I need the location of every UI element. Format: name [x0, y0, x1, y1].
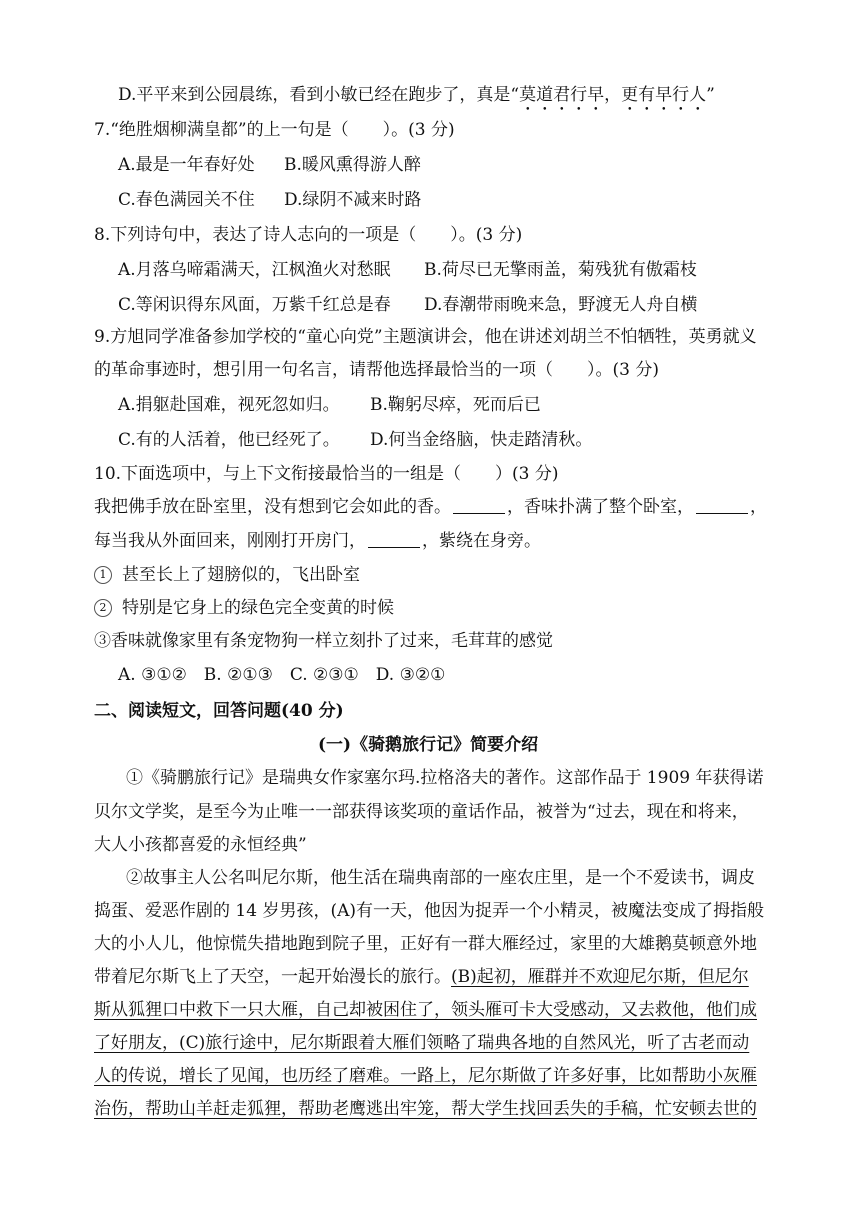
q7-option-a: A.最是一年春好处	[118, 155, 255, 175]
passage-p1-line-1: ①《骑鹏旅行记》是瑞典女作家塞尔玛.拉格洛夫的著作。这部作品于 1909 年获得诺	[126, 768, 764, 788]
passage-p2-line-8: 治伤，帮助山羊赶走狐狸，帮助老鹰逃出牢笼，帮大学生找回丢失的手稿，忙安顿去世的	[94, 1099, 757, 1119]
q8-stem: 8.下列诗句中，表达了诗人志向的一项是（ ）。(3 分)	[94, 225, 523, 245]
q9-stem-line-2: 的革命事迹时，想引用一句名言，请帮他选择最恰当的一项（ ）。(3 分)	[94, 360, 659, 380]
q10-passage-text: 每当我从外面回来，刚刚打开房门，	[94, 531, 366, 551]
fill-blank-2[interactable]	[696, 497, 748, 514]
circled-number-1: 1	[94, 566, 112, 584]
q10-passage-text: ，紫绕在身旁。	[422, 531, 541, 551]
q10-stem: 10.下面选项中，与上下文衔接最恰当的一组是（ ）(3 分)	[94, 464, 559, 484]
q7-option-c: C.春色满园关不住	[118, 190, 255, 210]
passage-title: (一)《骑鹅旅行记》简要介绍	[318, 735, 539, 755]
passage-p1-line-3: 大人小孩都喜爱的永恒经典”	[94, 835, 307, 855]
q9-option-b: B.鞠躬尽瘁，死而后已	[370, 395, 541, 415]
q6-option-d-text: D.平平来到公园晨练，看到小敏已经在跑步了，真是“	[118, 85, 520, 105]
q7-stem: 7.“绝胜烟柳满皇都”的上一句是（ ）。(3 分)	[94, 120, 455, 140]
q10-passage-text: 我把佛手放在卧室里，没有想到它会如此的香。	[94, 497, 451, 517]
q6-emphasized-proverb: 莫道君行早，更有早行人	[519, 85, 707, 105]
q8-option-a: A.月落乌啼霜满天，江枫渔火对愁眠	[118, 260, 391, 280]
passage-p1-line-2: 贝尔文学奖，是至今为止唯一一部获得该奖项的童话作品，被誉为“过去，现在和将来，	[94, 802, 749, 822]
underlined-passage-text: (B)起初，雁群并不欢迎尼尔斯，但尼尔	[451, 967, 749, 987]
q10-passage-text: ，	[750, 497, 767, 517]
q9-stem-line-1: 9.方旭同学准备参加学校的“童心向党”主题演讲会，他在讲述刘胡兰不怕牺牲，英勇就义	[94, 327, 757, 347]
q9-option-d: D.何当金络脑，快走踏清秋。	[370, 430, 593, 450]
q10-item-3: ③香味就像家里有条宠物狗一样立刻扑了过来，毛茸茸的感觉	[94, 631, 553, 651]
passage-p2-line-6: 了好朋友，(C)旅行途中，尼尔斯跟着大雁们领略了瑞典各地的自然风光，听了古老而动	[94, 1033, 750, 1053]
passage-p2-line-1: ②故事主人公名叫尼尔斯，他生活在瑞典南部的一座农庄里，是一个不爱读书，调皮	[126, 868, 755, 888]
q10-item-1-text: 甚至长上了翅膀似的，飞出卧室	[122, 565, 360, 585]
q8-option-c: C.等闲识得东风面，万紫千红总是春	[118, 295, 391, 315]
fill-blank-1[interactable]	[453, 497, 505, 514]
q8-option-d: D.春潮带雨晚来急，野渡无人舟自横	[424, 295, 698, 315]
q10-item-1	[94, 564, 360, 586]
passage-text: 带着尼尔斯飞上了天空，一起开始漫长的旅行。	[94, 967, 451, 987]
passage-p2-line-5: 斯从狐狸口中救下一只大雁，自己却被困住了，领头雁可卡大受感动，又去救他，他们成	[94, 1000, 757, 1020]
q10-passage-line-1	[94, 496, 767, 518]
q10-item-2-text: 特别是它身上的绿色完全变黄的时候	[122, 598, 394, 618]
q9-option-c: C.有的人活着，他已经死了。	[118, 430, 340, 450]
q6-closing-quote: ”	[706, 85, 715, 105]
fill-blank-3[interactable]	[368, 531, 420, 548]
passage-p2-line-3: 大的小人儿，他惊慌失措地跑到院子里，正好有一群大雁经过，家里的大雄鹅莫顿意外地	[94, 934, 757, 954]
passage-p2-line-2: 捣蛋、爱恶作剧的 14 岁男孩，(A)有一天，他因为捉弄一个小精灵，被魔法变成了拇指般	[94, 901, 764, 921]
circled-number-2: 2	[94, 599, 112, 617]
q7-option-d: D.绿阴不减来时路	[284, 190, 422, 210]
passage-p2-line-7: 人的传说，增长了见闻，也历经了磨难。一路上，尼尔斯做了许多好事，比如帮助小灰雁	[94, 1066, 757, 1086]
passage-p2-line-4	[94, 966, 749, 988]
q7-option-b: B.暖风熏得游人醉	[284, 155, 421, 175]
q10-passage-line-2	[94, 530, 541, 552]
q10-item-2	[94, 597, 394, 619]
q10-passage-text: ，香味扑满了整个卧室，	[507, 497, 694, 517]
q8-option-b: B.荷尽已无擎雨盖，菊残犹有傲霜枝	[424, 260, 697, 280]
q6-option-d	[118, 84, 715, 115]
section-2-heading: 二、阅读短文，回答问题(40 分)	[94, 701, 344, 721]
q9-option-a: A.捐躯赴国难，视死忽如归。	[118, 395, 340, 415]
q10-options: A. ③①② B. ②①③ C. ②③① D. ③②①	[118, 665, 446, 685]
